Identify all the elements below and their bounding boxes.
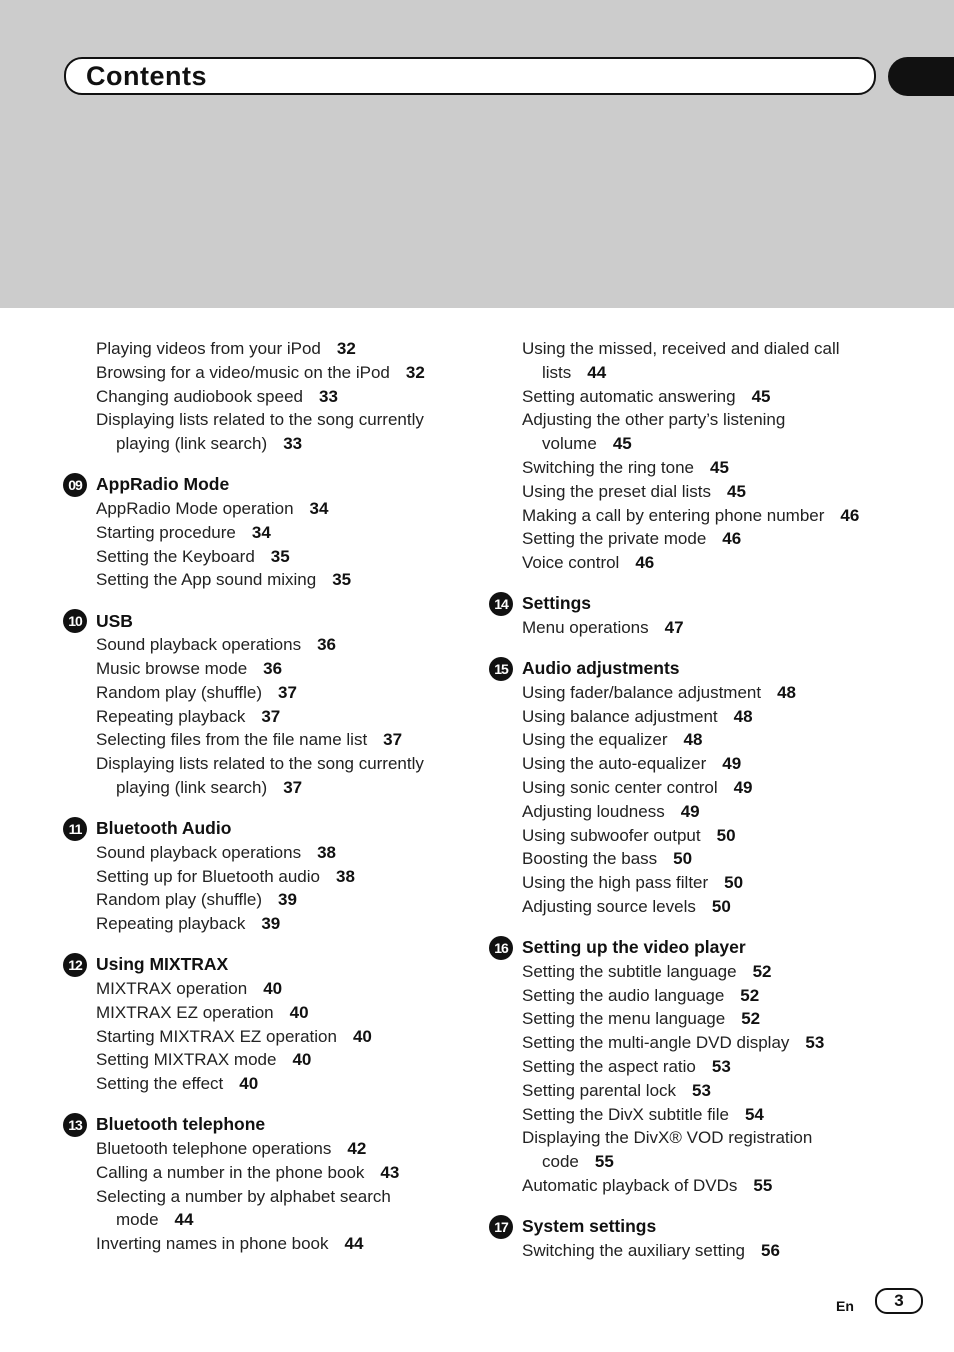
toc-section (63, 1113, 483, 1256)
section-heading[interactable] (63, 953, 483, 977)
entry-text: Using balance adjustment (522, 706, 718, 726)
entry-text: Setting the private mode (522, 529, 707, 549)
entry-text: Repeating playback (96, 914, 246, 934)
entry-continuation-text: playing (link search) (116, 777, 268, 797)
entry-continuation (96, 432, 483, 456)
entry-text: Random play (shuffle) (96, 890, 262, 910)
entry-continuation-text: lists (542, 362, 572, 382)
entry-text: Sound playback operations (96, 635, 302, 655)
toc-entry[interactable] (489, 960, 929, 984)
toc-entry[interactable] (63, 361, 483, 385)
toc-entry[interactable] (489, 551, 929, 575)
entry-page-number: 50 (724, 873, 744, 893)
entry-page-number: 44 (174, 1210, 194, 1230)
entry-text: Inverting names in phone book (96, 1234, 329, 1254)
toc-section (489, 657, 929, 919)
entry-page-number: 50 (716, 825, 736, 845)
language-label: En (836, 1298, 854, 1314)
section-heading[interactable] (63, 1113, 483, 1137)
toc-entry[interactable] (63, 337, 483, 361)
toc-entry[interactable] (489, 480, 929, 504)
section-number-badge: 11 (63, 817, 87, 841)
toc-entry[interactable] (63, 841, 483, 865)
entry-page-number: 45 (726, 481, 746, 501)
entry-page-number: 55 (594, 1152, 614, 1172)
entry-page-number: 39 (261, 914, 281, 934)
entry-page-number: 52 (752, 961, 772, 981)
entry-text: Using the equalizer (522, 730, 668, 750)
entry-text: Displaying the DivX® VOD registration (522, 1128, 813, 1148)
entry-text: Setting the subtitle language (522, 961, 737, 981)
toc-entry[interactable] (63, 1185, 483, 1233)
toc-entry[interactable] (489, 752, 929, 776)
entry-page-number: 49 (722, 754, 742, 774)
section-title: AppRadio Mode (96, 474, 230, 495)
toc-entry[interactable] (489, 681, 929, 705)
toc-entry[interactable] (63, 705, 483, 729)
entry-page-number: 55 (753, 1175, 773, 1195)
entry-page-number: 49 (680, 801, 700, 821)
entry-text: Using the preset dial lists (522, 481, 711, 501)
toc-entry[interactable] (63, 977, 483, 1001)
entry-page-number: 32 (336, 339, 356, 358)
entry-text: Voice control (522, 553, 620, 573)
entry-page-number: 38 (336, 866, 355, 886)
toc-section (63, 609, 483, 800)
entry-page-number: 44 (587, 362, 607, 382)
entry-page-number: 47 (664, 617, 684, 637)
section-number-badge: 15 (489, 657, 513, 681)
toc-entry[interactable] (489, 1031, 929, 1055)
section-number-badge: 12 (63, 953, 87, 977)
entry-text: Starting MIXTRAX EZ operation (96, 1026, 337, 1046)
toc-entry[interactable] (63, 657, 483, 681)
toc-entry[interactable] (489, 1239, 929, 1263)
entry-text: Setting the menu language (522, 1009, 726, 1029)
entry-page-number: 38 (317, 842, 337, 862)
toc-entry[interactable] (63, 865, 483, 889)
entry-text: Random play (shuffle) (96, 682, 262, 702)
entry-continuation (522, 432, 929, 456)
entry-page-number: 45 (612, 434, 632, 454)
entry-text: Menu operations (522, 617, 649, 637)
toc-entry[interactable] (63, 1072, 483, 1096)
entry-page-number: 50 (673, 849, 693, 869)
left-column (63, 337, 483, 1273)
toc-entry[interactable] (63, 408, 483, 456)
toc-entry[interactable] (489, 824, 929, 848)
entry-text: Setting the aspect ratio (522, 1056, 696, 1076)
entry-text: Using fader/balance adjustment (522, 682, 762, 702)
section-heading[interactable] (489, 592, 929, 616)
entry-page-number: 46 (840, 505, 860, 525)
toc-entry[interactable] (489, 847, 929, 871)
toc-entry[interactable] (489, 1103, 929, 1127)
entry-continuation (522, 361, 929, 385)
entry-page-number: 33 (319, 386, 338, 406)
toc-entry[interactable] (489, 504, 929, 528)
toc-entry[interactable] (489, 616, 929, 640)
entry-text: Setting the App sound mixing (96, 570, 317, 590)
toc-section (489, 936, 929, 1198)
entry-text: Setting parental lock (522, 1080, 677, 1100)
toc-entry[interactable] (489, 527, 929, 551)
toc-section (63, 953, 483, 1096)
entry-text: Switching the auxiliary setting (522, 1240, 746, 1260)
toc-entry[interactable] (63, 545, 483, 569)
section-heading[interactable] (489, 936, 929, 960)
toc-entry[interactable] (489, 1055, 929, 1079)
entry-text: Adjusting the other party’s listening (522, 410, 786, 430)
entry-page-number: 42 (347, 1138, 367, 1158)
toc-entry[interactable] (489, 705, 929, 729)
toc-entry[interactable] (63, 1137, 483, 1161)
section-heading[interactable] (63, 473, 483, 497)
toc-section (63, 473, 483, 592)
section-number-badge: 09 (63, 473, 87, 497)
section-number-badge: 10 (63, 609, 87, 633)
entry-page-number: 37 (283, 777, 303, 797)
entry-text: Boosting the bass (522, 849, 658, 869)
entry-text: Sound playback operations (96, 842, 302, 862)
section-heading[interactable] (63, 609, 483, 633)
entry-text: Setting the Keyboard (96, 546, 255, 566)
toc-entry[interactable] (63, 497, 483, 521)
entry-page-number: 53 (805, 1033, 825, 1053)
entry-page-number: 53 (711, 1056, 731, 1076)
entry-text: Repeating playback (96, 706, 246, 726)
entry-text: Displaying lists related to the song currently (96, 754, 424, 774)
entry-page-number: 32 (405, 362, 425, 382)
entry-text: Using the auto-equalizer (522, 754, 707, 774)
toc-section (489, 592, 929, 640)
entry-page-number: 45 (751, 386, 771, 406)
section-tab (888, 57, 954, 96)
left-top-entries (63, 337, 483, 456)
toc-entry[interactable] (489, 408, 929, 456)
entry-text: Setting MIXTRAX mode (96, 1050, 277, 1070)
entry-text: Starting procedure (96, 522, 236, 542)
entry-page-number: 33 (283, 434, 303, 454)
entry-text: Setting automatic answering (522, 386, 736, 406)
section-title: Setting up the video player (522, 937, 746, 958)
entry-page-number: 40 (292, 1050, 312, 1070)
entry-page-number: 53 (692, 1080, 711, 1100)
section-heading[interactable] (489, 657, 929, 681)
entry-text: Setting the multi-angle DVD display (522, 1033, 790, 1053)
entry-page-number: 37 (278, 682, 297, 702)
section-title: System settings (522, 1216, 657, 1237)
section-title: Bluetooth Audio (96, 818, 232, 839)
toc-entry[interactable] (63, 1048, 483, 1072)
entry-text: Setting the DivX subtitle file (522, 1104, 729, 1124)
entry-text: Setting the audio language (522, 985, 725, 1005)
section-title: USB (96, 610, 133, 631)
entry-text: MIXTRAX operation (96, 978, 248, 998)
entry-continuation (522, 1150, 929, 1174)
entry-page-number: 40 (352, 1026, 372, 1046)
toc-entry[interactable] (63, 912, 483, 936)
entry-page-number: 50 (711, 896, 731, 916)
entry-page-number: 37 (383, 730, 403, 750)
entry-text: Setting the effect (96, 1074, 224, 1094)
toc-entry[interactable] (63, 1025, 483, 1049)
toc-entry[interactable] (489, 337, 929, 385)
toc-entry[interactable] (489, 984, 929, 1008)
entry-text: Using the high pass filter (522, 873, 709, 893)
section-number-badge: 16 (489, 936, 513, 960)
entry-page-number: 48 (777, 682, 797, 702)
toc-entry[interactable] (63, 633, 483, 657)
toc-entry[interactable] (63, 1001, 483, 1025)
entry-text: Adjusting loudness (522, 801, 665, 821)
entry-continuation-text: code (542, 1152, 579, 1172)
page-title: Contents (86, 61, 207, 91)
entry-page-number: 40 (239, 1074, 259, 1094)
toc-entry[interactable] (489, 1174, 929, 1198)
entry-page-number: 48 (733, 706, 753, 726)
entry-page-number: 36 (263, 658, 283, 678)
entry-text: Using sonic center control (522, 777, 718, 797)
section-title: Using MIXTRAX (96, 954, 229, 975)
section-heading[interactable] (63, 817, 483, 841)
entry-continuation (96, 1208, 483, 1232)
toc-entry[interactable] (489, 776, 929, 800)
entry-page-number: 49 (733, 777, 753, 797)
section-title: Bluetooth telephone (96, 1114, 266, 1135)
toc-entry[interactable] (63, 752, 483, 800)
section-title: Settings (522, 593, 592, 614)
section-heading[interactable] (489, 1215, 929, 1239)
entry-page-number: 52 (740, 985, 760, 1005)
entry-page-number: 39 (278, 890, 297, 910)
entry-text: Playing videos from your iPod (96, 339, 321, 358)
entry-text: Music browse mode (96, 658, 248, 678)
entry-page-number: 54 (744, 1104, 764, 1124)
entry-page-number: 56 (761, 1240, 780, 1260)
toc-entry[interactable] (489, 385, 929, 409)
toc-entry[interactable] (63, 728, 483, 752)
toc-entry[interactable] (63, 568, 483, 592)
entry-page-number: 45 (710, 457, 729, 477)
entry-text: Setting up for Bluetooth audio (96, 866, 320, 886)
section-title: Audio adjustments (522, 658, 680, 679)
page-number: 3 (875, 1288, 923, 1314)
entry-page-number: 40 (289, 1002, 309, 1022)
entry-text: Browsing for a video/music on the iPod (96, 362, 390, 382)
toc-section (489, 1215, 929, 1263)
section-number-badge: 13 (63, 1113, 87, 1137)
toc-entry[interactable] (63, 681, 483, 705)
toc-entry[interactable] (63, 1161, 483, 1185)
entry-page-number: 44 (344, 1234, 364, 1254)
entry-page-number: 46 (635, 553, 655, 573)
entry-page-number: 34 (309, 498, 329, 518)
entry-text: AppRadio Mode operation (96, 498, 294, 518)
toc-entry[interactable] (63, 521, 483, 545)
entry-page-number: 43 (380, 1162, 400, 1182)
entry-page-number: 34 (251, 522, 271, 542)
entry-text: Calling a number in the phone book (96, 1162, 365, 1182)
entry-page-number: 52 (741, 1009, 761, 1029)
entry-page-number: 36 (317, 635, 337, 655)
toc-entry[interactable] (489, 800, 929, 824)
entry-page-number: 48 (683, 730, 703, 750)
entry-page-number: 35 (332, 570, 352, 590)
entry-continuation-text: volume (542, 434, 597, 454)
right-top-entries (489, 337, 929, 575)
entry-continuation-text: playing (link search) (116, 434, 268, 454)
entry-page-number: 35 (270, 546, 290, 566)
right-column (489, 337, 929, 1280)
entry-text: Bluetooth telephone operations (96, 1138, 332, 1158)
toc-entry[interactable] (489, 1079, 929, 1103)
toc-entry[interactable] (489, 1007, 929, 1031)
toc-entry[interactable] (489, 895, 929, 919)
section-number-badge: 17 (489, 1215, 513, 1239)
title-box (64, 57, 876, 95)
section-number-badge: 14 (489, 592, 513, 616)
entry-text: Using subwoofer output (522, 825, 701, 845)
entry-text: Switching the ring tone (522, 457, 694, 477)
toc-entry[interactable] (63, 385, 483, 409)
entry-text: Using the missed, received and dialed call (522, 339, 840, 358)
entry-text: Selecting a number by alphabet search (96, 1186, 391, 1206)
entry-text: MIXTRAX EZ operation (96, 1002, 274, 1022)
toc-entry[interactable] (489, 728, 929, 752)
entry-text: Adjusting source levels (522, 896, 696, 916)
entry-text: Automatic playback of DVDs (522, 1175, 738, 1195)
toc-entry[interactable] (489, 871, 929, 895)
entry-page-number: 40 (263, 978, 283, 998)
entry-page-number: 46 (722, 529, 742, 549)
entry-text: Selecting files from the file name list (96, 730, 368, 750)
toc-entry[interactable] (63, 888, 483, 912)
toc-entry[interactable] (489, 456, 929, 480)
entry-page-number: 37 (261, 706, 281, 726)
entry-continuation-text: mode (116, 1210, 159, 1230)
entry-continuation (96, 776, 483, 800)
entry-text: Displaying lists related to the song currently (96, 410, 424, 430)
toc-entry[interactable] (63, 1232, 483, 1256)
entry-text: Making a call by entering phone number (522, 505, 825, 525)
entry-text: Changing audiobook speed (96, 386, 304, 406)
header-band (0, 0, 954, 308)
toc-entry[interactable] (489, 1126, 929, 1174)
toc-section (63, 817, 483, 936)
